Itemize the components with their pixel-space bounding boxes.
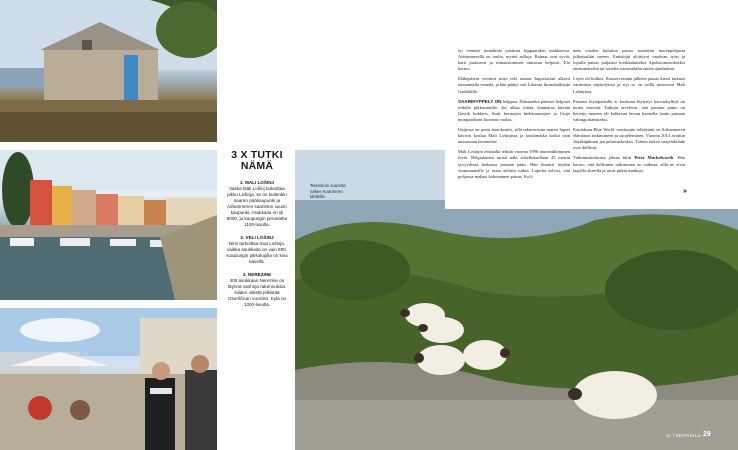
page-folio: 11 / MATKAILU	[666, 433, 702, 438]
article-paragraph-text: Tutkimuskeskusta johtaa biltti	[573, 155, 632, 161]
sidebar-item-heading: 1. MALI LOŠINJ	[239, 180, 275, 185]
article-column-2	[573, 48, 685, 178]
sidebar-item	[226, 235, 288, 265]
sidebar-item-text: Vakka Mali Lošinj tarkoittaa pikku Lošinja, se on kuitenkin saaren pääkaupunki ja Adrianmeren saariston suurin kaupunki. Asukkaita on yli 6000, ja kaupungin perustettu 1100-luvulla.	[226, 186, 288, 227]
article-paragraph: Kaulaksan Blue World -instituutin tehtävänä on Adrianmeren elämänon tutkimineen ja suojeleminen. Vuonna 2013 avattiin Järjäkäpikuon jen pelastuskeskus. Toinen tärkeä suojelukohde ovat delfiinit.	[573, 127, 685, 151]
sidebar-title: 3 X TUTKI NÄMÄ	[231, 149, 283, 172]
person-name: Peter Mackelworth	[634, 155, 674, 161]
article-paragraph: Unijessa on pieni lentokenttä, sillä takavuosina saaren lapset kävivät koulua Mali Lošinjissa ja koulumatka hoitui vain ainoastaan lentoteitse.	[458, 127, 570, 145]
sidebar-item-text: 400 asukkaan Nerezine on täynnä vanhoja rakennuksia. Niiden välistä pilkistää Osorščican vuoristo. Kylä on 1300-luvulta.	[227, 278, 287, 307]
sidebar-item-heading: 2. VELI LOŠINJ	[240, 235, 274, 240]
section-lead-in: SAARIHYPPELY ON	[458, 98, 502, 104]
chapel-illustration	[0, 0, 217, 142]
article-paragraph: Löytö oli hulkea. Konservoinnin jälkeen patsas kiersi tarkasti varttuinaa näyttelyissä ja nyt se on esillä museossa Mali Lošinjissa.	[573, 76, 685, 94]
sidebar-item	[226, 180, 288, 228]
sidebar-item	[226, 272, 288, 308]
sidebar-item-heading: 3. NEREZINE	[242, 272, 272, 277]
article-paragraph: tyt venneet tiemäkvät toisiinsa kippanriden mahkuessa. Adrianmerellä on tuulta, myrtet aalloja. Raimat ovat syviä, karit puuttuvat ja ruinaustumisen onnistuu helposti, Elo kertoo.	[458, 48, 570, 72]
article-paragraph	[458, 76, 570, 94]
article-column-1	[458, 48, 570, 184]
article-paragraph: Mali Lošinjin edustalla tehtiin vuonna 1996 muoteukkiminen löytö. Belgialainen turisti näki sukelluksellaan 45 metrin syvyydessä hiekassa patsaan pään. Hän ilmoitti löydön viranomaisille ja asiaa alettiin tutkia. Lopulta selvisi, että pohjassa makasi kokonainen patsas. Koli-	[458, 149, 570, 179]
page-number: 29	[703, 431, 711, 438]
article-paragraph	[573, 155, 685, 173]
article-paragraph-text: Eläkepäiviä viettävä mies teki uransa Jugoslavian alkava tentaumalla venettä, ja hän päätyi vait Lihavan hirmuhallitsija Gaddafille.	[458, 76, 570, 94]
photo-street-cafe	[0, 308, 217, 450]
harbour-illustration	[0, 150, 217, 300]
article-paragraph: Patsaan löytöpaikalla ei kookaan löytynyt karvanhylkyä tai muita esineitä. Tutkijat arvelevat, että patsaan paino on heitetty mereen oli kulkevan laivan kannella laatin patsaan vahingoittamiseksi.	[573, 98, 685, 122]
photo-chapel	[0, 0, 217, 142]
sidebar-item-text: Nimi tarkoittaa isoa Lošinja, vaikka asukkaita on vain 900. Kaupungin pikkukujilla on kiva kävellä.	[226, 241, 288, 264]
street-cafe-illustration	[0, 308, 217, 450]
photo-caption: Televinnin suurelta näkee Kvarneren lahdelle.	[310, 183, 346, 199]
article-paragraph-text: . Hän kertoo, että delfiinien tutkiminen on vaikeaa, sillä ne eivät laajalla alueella ja uivat pitkiä matkoja.	[573, 155, 686, 173]
photo-harbour	[0, 150, 217, 300]
sidebar-tips	[226, 150, 288, 315]
article-paragraph	[458, 99, 570, 123]
continue-arrow: »	[683, 188, 687, 195]
article-paragraph: men vuoden kuluttua patsas nostettiin merenpohjasta julkaisuihin meren. Entisöijät aloittivat vaativan työn ja lopulla patsas paljastui kreikkalaiseksi Apoksiomenokseksi ensimmäiseltä tai toiselta vuosisadalta ennen ajanlaskua.	[573, 48, 685, 72]
article-paragraph-text: helppoa. Pääsaarelta päässee helposti retkille pikkusaarille. Jos alkaa riittää, kannattaa kiertää Iloviik kukkien, Susk herinojen hiekkarantojen ja Unije monipuolisen luonnon vuoksi.	[458, 98, 570, 122]
